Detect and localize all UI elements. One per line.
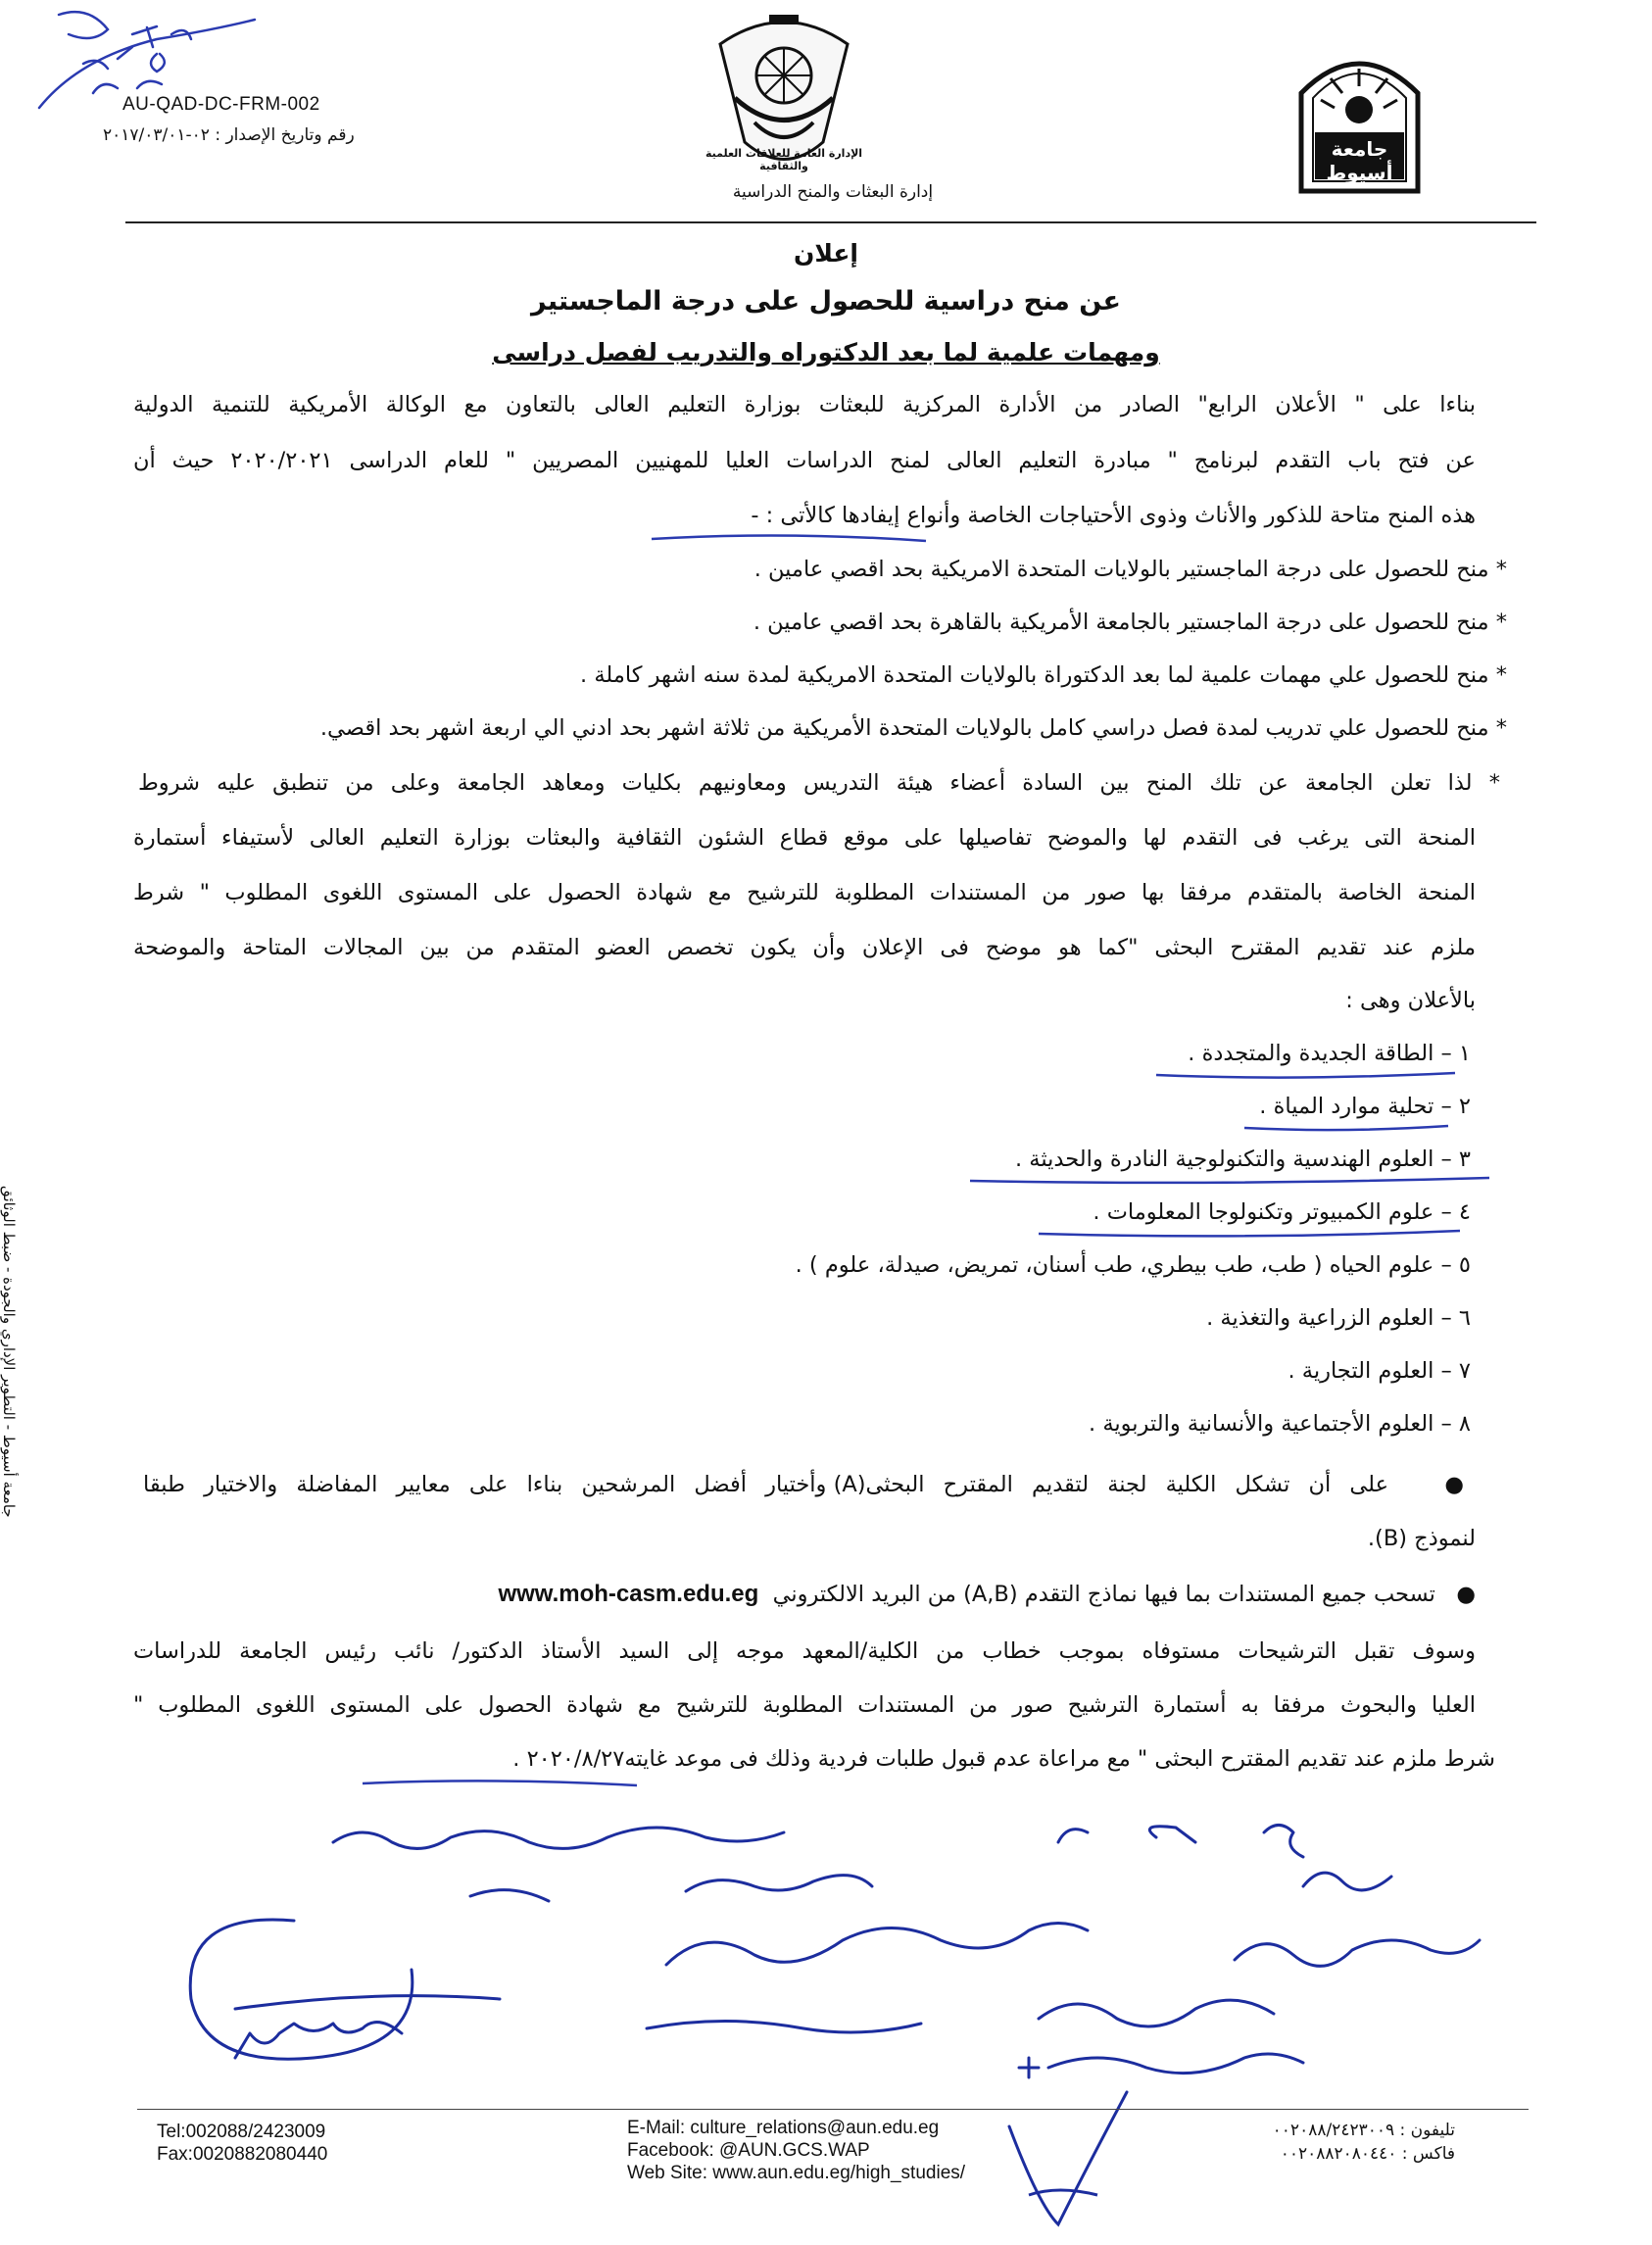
closing-line-2: العليا والبحوث مرفقا به أستمارة الترشيح صور من المستندات المطلوبة للترشيح مع شهادة الحصول على المستوى اللغوى المطلوب " (133, 1692, 1476, 1718)
form-code: AU-QAD-DC-FRM-002 (122, 94, 320, 115)
hand-underline-date (358, 1774, 642, 1793)
footer-contact-right (1259, 2119, 1455, 2166)
footer-fax: Fax:0020882080440 (157, 2144, 328, 2165)
note-1-line-2: لنموذج (B). (1367, 1526, 1476, 1551)
grant-type-2: * منح للحصول على درجة الماجستير بالجامعة الأمريكية بالقاهرة بحد اقصي عامين . (753, 610, 1507, 635)
closing-line-3: شرط ملزم عند تقديم المقترح البحثى " مع مراعاة عدم قبول طلبات فردية وذلك فى موعد غايته٢٠٢٠/٨/٢٧ . (512, 1746, 1495, 1772)
field-item-3: ٣ – العلوم الهندسية والتكنولوجية النادرة والحديثة . (1014, 1147, 1471, 1172)
field-item-2: ٢ – تحلية موارد المياة . (1259, 1094, 1471, 1119)
closing-line-1: وسوف تقبل الترشيحات مستوفاه بموجب خطاب من الكلية/المعهد موجه إلى السيد الأستاذ الدكتور/ نائب رئيس الجامعة للدراسات (133, 1638, 1476, 1664)
field-item-4: ٤ – علوم الكمبيوتر وتكنولوجا المعلومات . (1093, 1199, 1471, 1225)
handwritten-notes (176, 1803, 1568, 2117)
footer-website[interactable]: Web Site: www.aun.edu.eg/high_studies/ (627, 2163, 966, 2183)
body-line-2: المنحة التى يرغب فى التقدم لها والموضح تفاصيلها على موقع قطاع الشئون الثقافية والبعثات بوزارة التعليم العالى لأستيفاء أستمارة (133, 825, 1476, 851)
side-vertical-text: جامعة أسيوط - التطوير الإداري والجودة - ضبط الوثائق (0, 1186, 18, 1518)
footer-rule (137, 2109, 1529, 2110)
title-line-3: ومهمات علمية لما بعد الدكتوراه والتدريب لفصل دراسى (492, 338, 1160, 366)
intro-line-1: بناءا على " الأعلان الرابع" الصادر من الأدارة المركزية للبعثات بوزارة التعليم العالى بالتعاون مع الوكالة الأمريكية للتنمية الدولية (133, 392, 1476, 417)
title-line-2: عن منح دراسية للحصول على درجة الماجستير (531, 286, 1121, 317)
intro-line-2: عن فتح باب التقدم لبرنامج " مبادرة التعليم العالى لمنح الدراسات العليا للمهنيين المصريين " للعام الدراسى ٢٠٢٠/٢٠٢١ حيث أن (133, 448, 1476, 473)
footer-fax-arabic: فاكس : ٠٠٢٠٨٨٢٠٨٠٤٤٠ (1280, 2144, 1455, 2164)
announcement-title: إعلان (794, 239, 858, 268)
grant-type-1: * منح للحصول على درجة الماجستير بالولايات المتحدة الامريكية بحد اقصي عامين . (753, 557, 1507, 582)
body-line-4: ملزم عند تقديم المقترح البحثى "كما هو موضح فى الإعلان وأن يكون تخصص العضو المتقدم من بين المجالات المتاحة والموضحة (133, 935, 1476, 960)
footer-contact-left (157, 2121, 327, 2166)
body-line-5: بالأعلان وهى : (1345, 988, 1476, 1013)
field-item-8: ٨ – العلوم الأجتماعية والأنسانية والتربوية . (1089, 1411, 1471, 1437)
intro-line-3: هذه المنح متاحة للذكور والأناث وذوى الأحتياجات الخاصة وأنواع إيفادها كالأتى : - (751, 503, 1476, 528)
footer-facebook[interactable]: Facebook: @AUN.GCS.WAP (627, 2140, 870, 2161)
email-link[interactable]: www.moh-casm.edu.eg (498, 1581, 759, 1607)
field-item-6: ٦ – العلوم الزراعية والتغذية . (1206, 1305, 1471, 1331)
footer-tel-arabic: تليفون : ٠٠٢٠٨٨/٢٤٢٣٠٠٩ (1272, 2121, 1455, 2140)
right-logo-text: جامعة أسيوط (1326, 137, 1393, 184)
department-name: إدارة البعثات والمنح الدراسية (732, 182, 934, 202)
body-line-3: المنحة الخاصة بالمتقدم مرفقا بها صور من المستندات المطلوبة للترشيح مع شهادة الحصول على المستوى اللغوى المطلوب " شرط (133, 880, 1476, 905)
grant-type-4: * منح للحصول علي تدريب لمدة فصل دراسي كامل بالولايات المتحدة الأمريكية من ثلاثة اشهر بحد ادني الي اربعة اشهر بحد اقصي. (319, 715, 1507, 741)
field-item-1: ١ – الطاقة الجديدة والمتجددة . (1188, 1041, 1471, 1066)
grant-type-3: * منح للحصول علي مهمات علمية لما بعد الدكتوراة بالولايات المتحدة الامريكية لمدة سنه اشهر كاملة . (580, 662, 1507, 688)
note-1-line-1: ● على أن تشكل الكلية لجنة لتقديم المقترح البحثى(A) وأختيار أفضل المرشحين بناءا على معايير المفاضلة والاختيار طبقا (143, 1472, 1477, 1497)
footer-tel: Tel:002088/2423009 (157, 2122, 326, 2142)
field-item-5: ٥ – علوم الحياه ( طب، طب بيطري، طب أسنان، تمريض، صيدلة، علوم ) . (795, 1252, 1471, 1278)
footer-email[interactable]: E-Mail: culture_relations@aun.edu.eg (627, 2118, 940, 2138)
note-2: ● تسحب جميع المستندات بما فيها نماذج التقدم (A,B) من البريد الالكتروني www.moh-casm.edu.eg (498, 1581, 1476, 1607)
issue-info: رقم وتاريخ الإصدار : ٠٢-٢٠١٧/٠٣/٠١ (103, 125, 355, 145)
footer-contact-center (627, 2117, 965, 2184)
body-line-1: * لذا تعلن الجامعة عن تلك المنح بين السادة أعضاء هيئة التدريس ومعاونيهم بكليات ومعاهد الجامعة وعلى من تنطبق عليه شروط (138, 770, 1500, 796)
left-logo-text: الإدارة العامة للعلاقات العلمية والثقافية (705, 147, 863, 172)
field-item-7: ٧ – العلوم التجارية . (1288, 1358, 1471, 1384)
